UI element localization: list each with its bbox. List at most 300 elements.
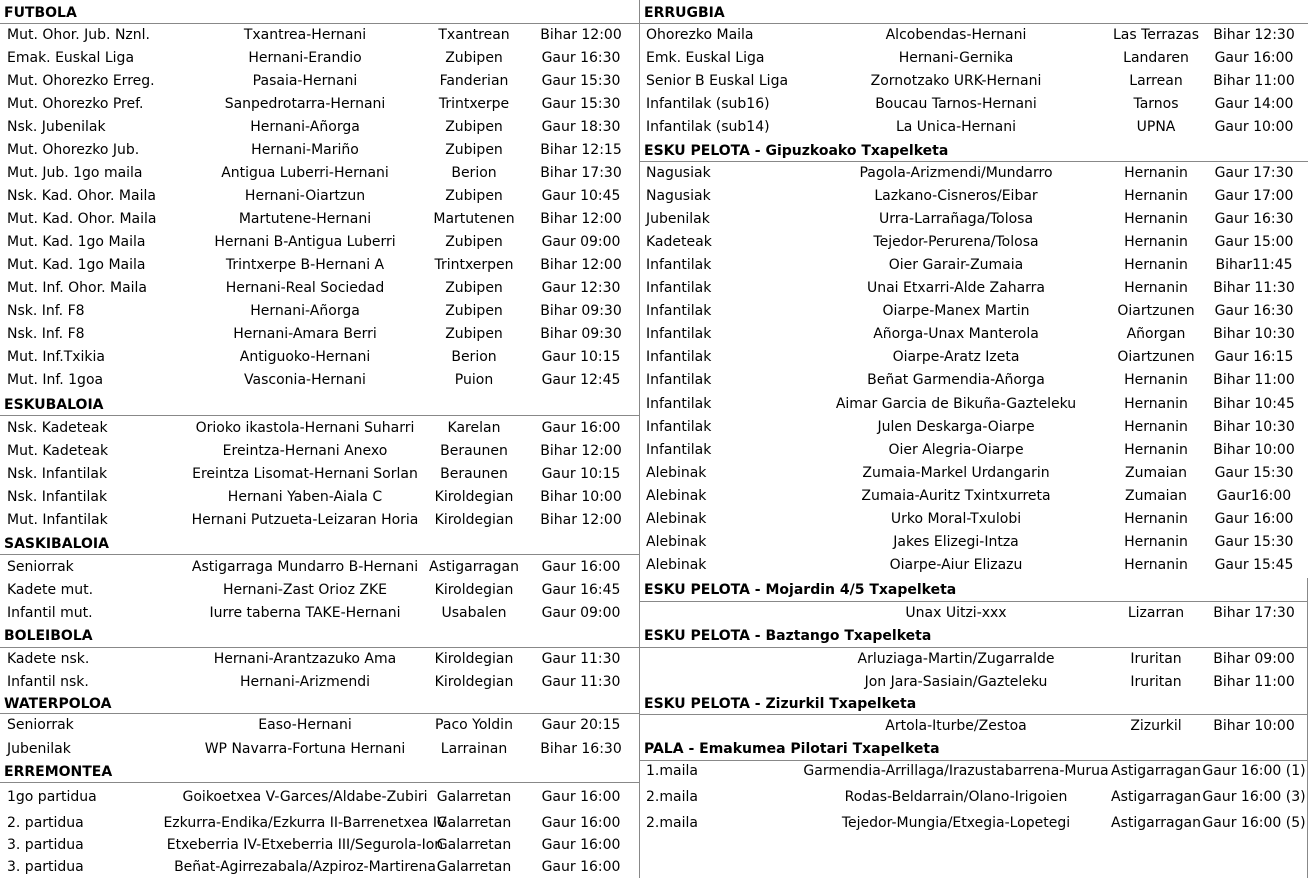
cell-time: Gaur 16:30 [541,50,621,66]
cell-time: Gaur 16:30 [1214,211,1294,227]
table-row [0,813,639,833]
section-divider [640,23,1308,24]
table-row [0,71,639,91]
cell-venue: Galarretan [436,815,512,831]
table-row [640,186,1308,206]
table-row [0,370,639,390]
table-row [640,71,1308,91]
cell-time: Bihar 17:30 [1213,605,1295,621]
table-row [0,739,639,759]
cell-match: Hernani-Arizmendi [239,674,371,690]
cell-match: Beñat Garmendia-Añorga [867,372,1045,388]
cell-time: Gaur 10:15 [541,466,621,482]
cell-venue: Hernanin [1124,188,1188,204]
cell-venue: Galarretan [436,789,512,805]
cell-venue: Hernanin [1124,234,1188,250]
table-row [640,347,1308,367]
cell-venue: Hernanin [1124,511,1188,527]
cell-match: Alcobendas-Hernani [885,27,1027,43]
cell-time: Bihar 11:00 [1213,372,1295,388]
cell-venue: Iruritan [1130,674,1182,690]
cell-match: Hernani-Arantzazuko Ama [213,651,397,667]
cell-match: Unai Etxarri-Alde Zaharra [866,280,1046,296]
cell-time: Bihar 11:30 [1213,280,1295,296]
cell-match: Jon Jara-Sasiain/Gazteleku [864,674,1048,690]
cell-category: Nagusiak [646,165,711,181]
table-row [0,94,639,114]
cell-time: Gaur 15:45 [1214,557,1294,573]
cell-match: Zumaia-Auritz Txintxurreta [861,488,1051,504]
cell-time: Bihar 12:30 [1213,27,1295,43]
cell-match: Unax Uitzi-xxx [905,605,1007,621]
cell-category: Seniorrak [7,717,74,733]
cell-venue: Zumaian [1124,465,1188,481]
cell-match: Ereintza Lisomat-Hernani Sorlan [192,466,418,482]
cell-time: Gaur 18:30 [541,119,621,135]
cell-category: Emk. Euskal Liga [646,50,765,66]
cell-venue: Hernanin [1124,280,1188,296]
section-title: ESKU PELOTA - Mojardin 4/5 Txapelketa [644,582,957,598]
cell-venue: Astigarragan [1111,763,1201,779]
cell-category: Alebinak [646,465,707,481]
cell-match: Sanpedrotarra-Hernani [224,96,386,112]
cell-time: Bihar 09:30 [540,303,622,319]
table-row [0,603,639,623]
cell-match: Tejedor-Mungia/Etxegia-Lopetegi [841,815,1071,831]
cell-time: Gaur 16:00 (3) [1202,789,1306,805]
table-row [640,761,1308,781]
cell-match: Hernani Yaben-Aiala C [227,489,383,505]
cell-category: Nsk. Kadeteak [7,420,108,436]
table-row [0,418,639,438]
cell-time: Gaur 17:00 [1214,188,1294,204]
cell-venue: Trintxerpen [434,257,514,273]
cell-match: Julen Deskarga-Oiarpe [877,419,1035,435]
cell-category: Kadeteak [646,234,712,250]
cell-category: 1go partidua [7,789,97,805]
cell-match: Tejedor-Perurena/Tolosa [873,234,1039,250]
table-row [0,649,639,669]
cell-category: Mut. Inf. 1goa [7,372,104,388]
section-divider [0,554,639,555]
table-row [0,580,639,600]
cell-match: Garmendia-Arrillaga/Irazustabarrena-Murua [803,763,1109,779]
cell-category: Mut. Kad. 1go Maila [7,234,146,250]
cell-time: Bihar 11:00 [1213,674,1295,690]
section-title: FUTBOLA [4,5,77,21]
cell-category: Mut. Kad. 1go Maila [7,257,146,273]
cell-venue: Zubipen [445,303,503,319]
table-row [0,232,639,252]
section-title: SASKIBALOIA [4,536,109,552]
cell-match: Urra-Larrañaga/Tolosa [878,211,1034,227]
cell-time: Gaur 16:00 [541,420,621,436]
section-divider [0,647,639,648]
cell-category: Jubenilak [7,741,71,757]
cell-venue: Berion [451,165,497,181]
cell-time: Gaur 16:00 [541,859,621,875]
cell-match: Arluziaga-Martin/Zugarralde [857,651,1055,667]
cell-time: Gaur 16:15 [1214,349,1294,365]
cell-venue: Trintxerpe [438,96,510,112]
cell-venue: Hernanin [1124,165,1188,181]
cell-match: Aimar Garcia de Bikuña-Gazteleku [835,396,1077,412]
cell-time: Bihar 12:00 [540,443,622,459]
table-row [0,347,639,367]
section-title: ESKU PELOTA - Gipuzkoako Txapelketa [644,143,949,159]
cell-category: Infantilak [646,280,712,296]
cell-venue: Kiroldegian [434,489,514,505]
table-row [0,441,639,461]
table-row [640,255,1308,275]
cell-time: Gaur 15:30 [541,73,621,89]
cell-category: Alebinak [646,488,707,504]
cell-category: Mut. Ohor. Jub. Nznl. [7,27,150,43]
cell-time: Gaur 16:00 [1214,511,1294,527]
cell-match: Oier Alegria-Oiarpe [888,442,1024,458]
table-row [640,603,1308,623]
cell-match: WP Navarra-Fortuna Hernani [204,741,406,757]
cell-time: Gaur 15:30 [1214,534,1294,550]
cell-venue: Berion [451,349,497,365]
cell-venue: Hernanin [1124,442,1188,458]
cell-venue: Zubipen [445,280,503,296]
cell-category: Ohorezko Maila [646,27,754,43]
cell-time: Bihar 10:30 [1213,326,1295,342]
cell-category: Infantilak [646,396,712,412]
cell-venue: Oiartzunen [1117,303,1195,319]
cell-category: Infantil mut. [7,605,93,621]
table-row [0,186,639,206]
cell-venue: Zubipen [445,234,503,250]
table-row [640,716,1308,736]
cell-time: Gaur 14:00 [1214,96,1294,112]
table-row [640,278,1308,298]
cell-match: Hernani-Oiartzun [244,188,366,204]
cell-match: Beñat-Agirrezabala/Azpiroz-Martirena [174,859,436,875]
cell-category: Infantilak (sub14) [646,119,770,135]
cell-match: Astigarraga Mundarro B-Hernani [191,559,419,575]
table-row [640,232,1308,252]
section-title: BOLEIBOLA [4,628,93,644]
cell-time: Gaur 16:45 [541,582,621,598]
table-row [640,463,1308,483]
cell-match: Hernani-Real Sociedad [225,280,385,296]
cell-category: Infantilak [646,303,712,319]
cell-category: 3. partidua [7,859,84,875]
cell-venue: Las Terrazas [1113,27,1199,43]
cell-match: Antiguoko-Hernani [239,349,371,365]
cell-venue: Galarretan [436,837,512,853]
cell-time: Gaur 10:00 [1214,119,1294,135]
cell-venue: Paco Yoldin [435,717,513,733]
table-row [640,394,1308,414]
table-row [640,509,1308,529]
cell-category: Senior B Euskal Liga [646,73,789,89]
cell-category: Kadete nsk. [7,651,90,667]
table-row [640,94,1308,114]
table-row [0,278,639,298]
cell-match: Pasaia-Hernani [252,73,358,89]
cell-match: Oiarpe-Aiur Elizazu [889,557,1023,573]
table-row [640,672,1308,692]
cell-category: Mut. Infantilak [7,512,108,528]
section-divider [0,713,639,714]
cell-category: Mut. Ohorezko Jub. [7,142,140,158]
cell-time: Bihar 10:00 [1213,718,1295,734]
cell-category: Mut. Ohorezko Pref. [7,96,144,112]
cell-time: Gaur 17:30 [1214,165,1294,181]
table-row [640,301,1308,321]
cell-category: Mut. Kadeteak [7,443,109,459]
table-row [0,787,639,807]
cell-time: Gaur 16:00 [541,815,621,831]
cell-venue: Landaren [1123,50,1189,66]
cell-category: Nsk. Infantilak [7,489,108,505]
cell-time: Bihar 10:00 [540,489,622,505]
cell-match: Lazkano-Cisneros/Eibar [874,188,1038,204]
cell-time: Gaur16:00 [1216,488,1292,504]
cell-match: Zornotzako URK-Hernani [870,73,1042,89]
cell-match: Ereintza-Hernani Anexo [222,443,388,459]
cell-match: Zumaia-Markel Urdangarin [862,465,1050,481]
cell-category: Nsk. Kad. Ohor. Maila [7,188,156,204]
cell-match: Goikoetxea V-Garces/Aldabe-Zubiri [182,789,428,805]
cell-match: Easo-Hernani [258,717,352,733]
cell-category: Infantil nsk. [7,674,89,690]
section-title: ERREMONTEA [4,764,113,780]
cell-venue: Usabalen [441,605,507,621]
cell-venue: Kiroldegian [434,512,514,528]
cell-category: Mut. Inf. Ohor. Maila [7,280,147,296]
cell-match: Trintxerpe B-Hernani A [225,257,385,273]
cell-category: Nsk. Inf. F8 [7,303,85,319]
cell-time: Gaur 15:30 [1214,465,1294,481]
cell-venue: Karelan [447,420,501,436]
cell-time: Gaur 11:30 [541,651,621,667]
cell-category: Mut. Kad. Ohor. Maila [7,211,157,227]
cell-match: Hernani Putzueta-Leizaran Horia [191,512,419,528]
cell-venue: Hernanin [1124,257,1188,273]
cell-time: Gaur 16:00 [1214,50,1294,66]
cell-venue: Astigarragan [1111,789,1201,805]
cell-venue: Zubipen [445,119,503,135]
cell-time: Gaur 11:30 [541,674,621,690]
cell-venue: Añorgan [1126,326,1186,342]
table-row [0,255,639,275]
cell-venue: Zumaian [1124,488,1188,504]
cell-venue: Hernanin [1124,211,1188,227]
cell-category: Mut. Jub. 1go maila [7,165,143,181]
cell-match: La Unica-Hernani [895,119,1017,135]
cell-category: Kadete mut. [7,582,94,598]
cell-venue: Zizurkil [1130,718,1182,734]
cell-venue: Zubipen [445,50,503,66]
table-row [640,48,1308,68]
cell-category: Infantilak [646,419,712,435]
cell-time: Gaur 15:30 [541,96,621,112]
cell-time: Bihar 10:00 [1213,442,1295,458]
table-row [0,48,639,68]
cell-time: Gaur 10:15 [541,349,621,365]
cell-time: Bihar 10:30 [1213,419,1295,435]
cell-time: Gaur 16:00 [541,837,621,853]
cell-match: Oiarpe-Aratz Izeta [892,349,1020,365]
table-row [0,835,639,855]
table-row [640,117,1308,137]
table-row [0,324,639,344]
cell-match: Hernani-Erandio [248,50,362,66]
cell-category: Nagusiak [646,188,711,204]
cell-match: Antigua Luberri-Hernani [221,165,389,181]
table-row [640,417,1308,437]
cell-match: Jakes Elizegi-Intza [893,534,1019,550]
cell-time: Gaur 16:00 [541,559,621,575]
cell-category: Infantilak [646,326,712,342]
cell-match: Hernani-Zast Orioz ZKE [223,582,387,598]
cell-match: Oier Garair-Zumaia [888,257,1024,273]
table-row [0,715,639,735]
cell-match: Orioko ikastola-Hernani Suharri [195,420,415,436]
table-row [0,487,639,507]
section-divider [0,23,639,24]
table-row [640,787,1308,807]
cell-category: 2. partidua [7,815,84,831]
cell-time: Gaur 16:00 (1) [1202,763,1306,779]
cell-time: Gaur 16:00 (5) [1202,815,1306,831]
cell-category: Infantilak [646,372,712,388]
cell-time: Bihar 10:45 [1213,396,1295,412]
cell-venue: Zubipen [445,326,503,342]
cell-time: Bihar 09:00 [1213,651,1295,667]
table-row [640,649,1308,669]
table-row [640,532,1308,552]
section-divider [640,714,1308,715]
table-row [0,209,639,229]
table-row [640,486,1308,506]
section-divider [0,415,639,416]
cell-category: Jubenilak [646,211,710,227]
cell-category: Mut. Ohorezko Erreg. [7,73,155,89]
cell-venue: Kiroldegian [434,674,514,690]
cell-match: Boucau Tarnos-Hernani [875,96,1037,112]
cell-venue: UPNA [1136,119,1176,135]
cell-time: Bihar 17:30 [540,165,622,181]
cell-venue: Txantrean [438,27,510,43]
section-divider [0,782,639,783]
cell-category: Infantilak [646,257,712,273]
cell-time: Bihar 09:30 [540,326,622,342]
cell-time: Gaur 16:30 [1214,303,1294,319]
cell-time: Gaur 20:15 [541,717,621,733]
cell-venue: Astigarragan [429,559,519,575]
table-row [0,510,639,530]
cell-time: Bihar 12:15 [540,142,622,158]
cell-match: Urko Moral-Txulobi [890,511,1022,527]
table-row [0,301,639,321]
table-row [0,25,639,45]
cell-venue: Zubipen [445,188,503,204]
table-row [640,25,1308,45]
cell-match: Artola-Iturbe/Zestoa [885,718,1027,734]
cell-venue: Galarretan [436,859,512,875]
cell-time: Bihar11:45 [1215,257,1293,273]
cell-time: Bihar 12:00 [540,211,622,227]
cell-category: Nsk. Inf. F8 [7,326,85,342]
cell-venue: Lizarran [1127,605,1185,621]
cell-match: Ezkurra-Endika/Ezkurra II-Barrenetxea IV [163,815,447,831]
cell-match: Hernani-Añorga [250,303,360,319]
cell-category: Infantilak [646,349,712,365]
cell-match: Hernani-Gernika [898,50,1014,66]
cell-category: Nsk. Infantilak [7,466,108,482]
cell-category: Alebinak [646,534,707,550]
cell-venue: Zubipen [445,142,503,158]
cell-match: Añorga-Unax Manterola [873,326,1039,342]
table-row [640,370,1308,390]
section-title: ESKU PELOTA - Baztango Txapelketa [644,628,932,644]
cell-match: Pagola-Arizmendi/Mundarro [859,165,1053,181]
section-divider [640,601,1308,602]
table-row [0,464,639,484]
cell-venue: Hernanin [1124,557,1188,573]
cell-time: Bihar 12:00 [540,257,622,273]
table-row [0,163,639,183]
cell-time: Gaur 15:00 [1214,234,1294,250]
cell-time: Gaur 12:45 [541,372,621,388]
cell-venue: Astigarragan [1111,815,1201,831]
table-row [0,672,639,692]
section-divider [640,647,1308,648]
cell-category: Alebinak [646,557,707,573]
cell-venue: Martutenen [433,211,515,227]
cell-category: Mut. Inf.Txikia [7,349,106,365]
cell-category: 3. partidua [7,837,84,853]
cell-category: 1.maila [646,763,698,779]
cell-category: Alebinak [646,511,707,527]
cell-venue: Iruritan [1130,651,1182,667]
table-row [0,857,639,877]
cell-venue: Fanderian [439,73,509,89]
cell-category: 2.maila [646,789,698,805]
cell-category: Infantilak (sub16) [646,96,770,112]
cell-category: Nsk. Jubenilak [7,119,106,135]
cell-match: Rodas-Beldarrain/Olano-Irigoien [844,789,1068,805]
table-row [0,117,639,137]
cell-venue: Hernanin [1124,372,1188,388]
cell-match: Hernani-Añorga [250,119,360,135]
cell-match: Hernani-Mariño [251,142,359,158]
cell-time: Gaur 09:00 [541,605,621,621]
cell-venue: Kiroldegian [434,582,514,598]
table-row [0,140,639,160]
cell-time: Gaur 12:30 [541,280,621,296]
cell-venue: Tarnos [1133,96,1179,112]
cell-time: Gaur 10:45 [541,188,621,204]
cell-venue: Puion [454,372,494,388]
cell-match: Oiarpe-Manex Martin [882,303,1030,319]
cell-venue: Kiroldegian [434,651,514,667]
cell-time: Gaur 16:00 [541,789,621,805]
cell-match: Hernani-Amara Berri [233,326,377,342]
cell-venue: Beraunen [440,443,508,459]
cell-time: Bihar 16:30 [540,741,622,757]
section-title: ERRUGBIA [644,5,725,21]
cell-time: Gaur 09:00 [541,234,621,250]
table-row [640,440,1308,460]
cell-category: Emak. Euskal Liga [7,50,135,66]
section-title: ESKUBALOIA [4,397,104,413]
